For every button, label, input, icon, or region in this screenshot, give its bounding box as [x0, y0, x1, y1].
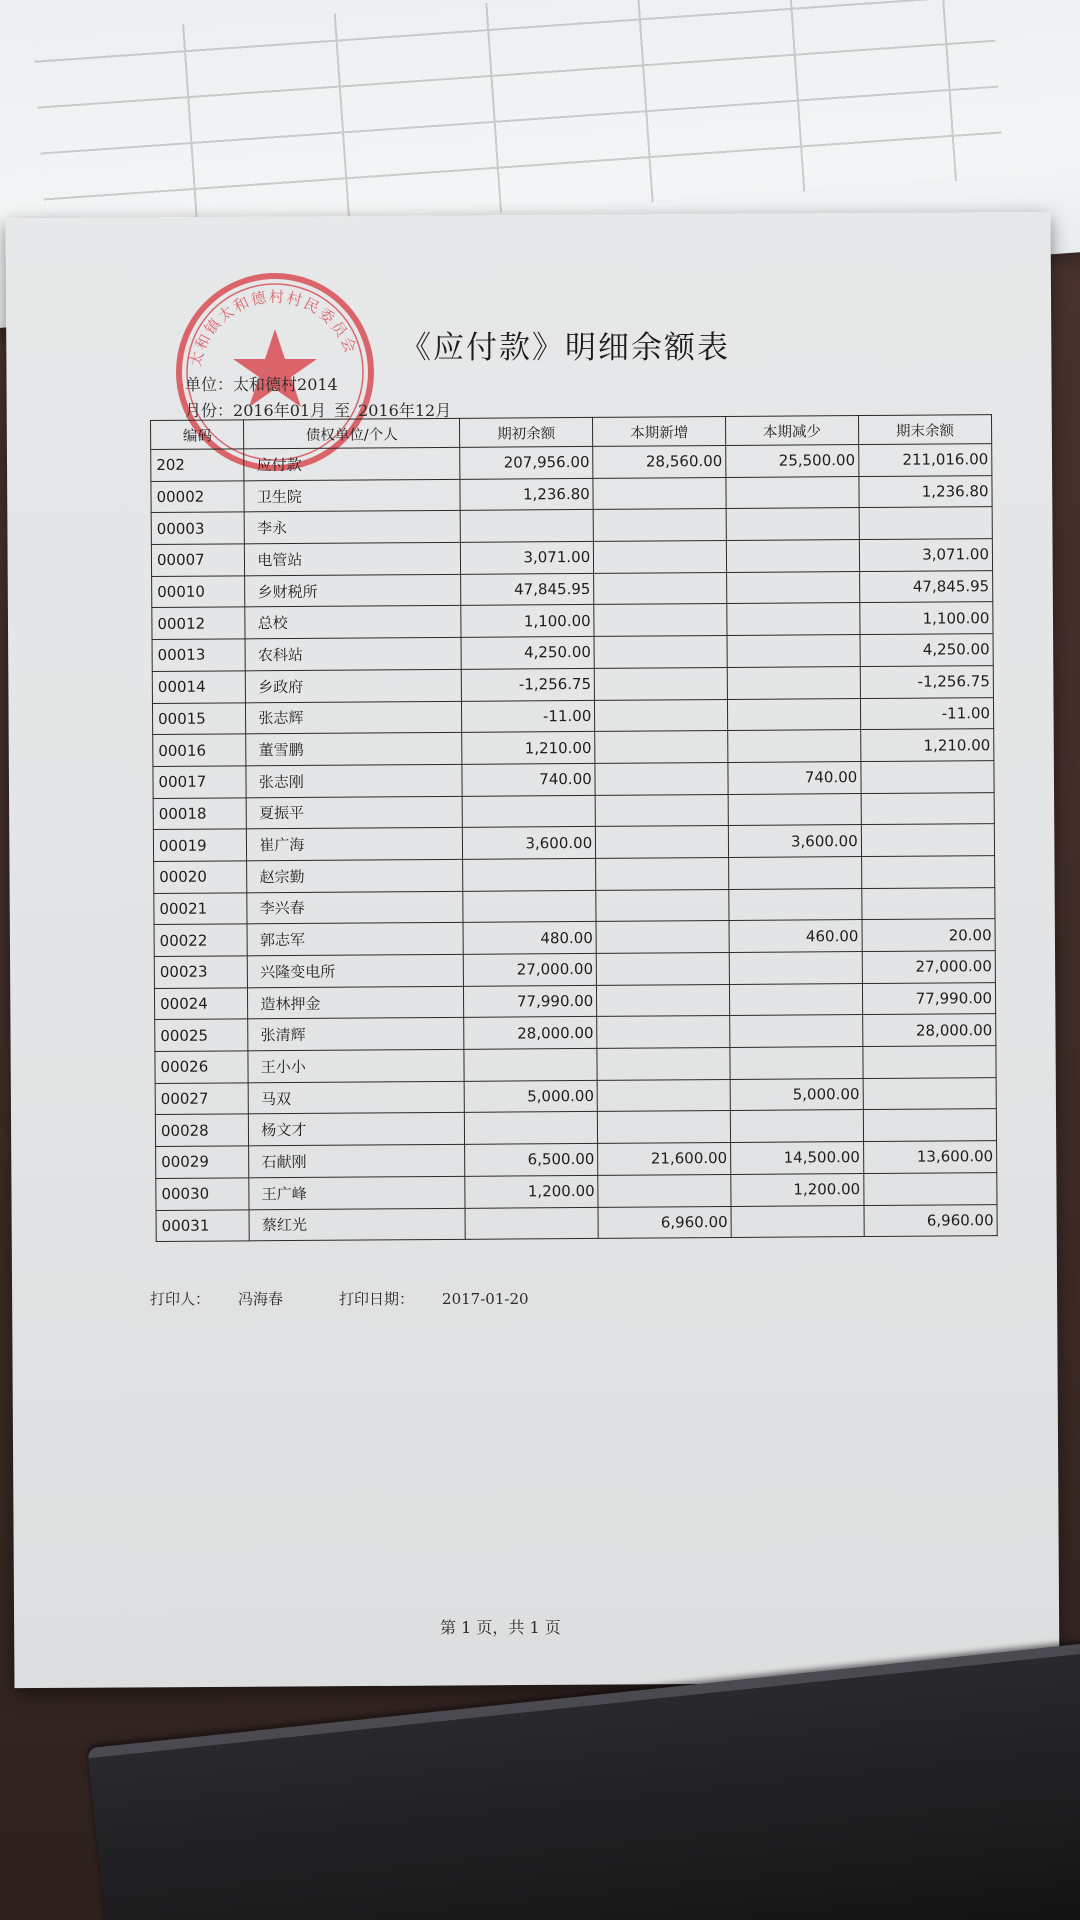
- cell-closing-balance: 3,071.00: [859, 539, 992, 572]
- cell-period-added: [597, 984, 730, 1017]
- cell-opening-balance: 4,250.00: [461, 637, 594, 670]
- cell-period-added: [594, 604, 727, 637]
- cell-period-added: [596, 857, 729, 890]
- cell-code: 00010: [152, 576, 246, 608]
- cell-period-reduced: 460.00: [729, 920, 862, 953]
- cell-closing-balance: 4,250.00: [860, 634, 993, 667]
- page-number: 第 1 页，共 1 页: [440, 1618, 561, 1637]
- header-code: 编码: [151, 420, 245, 450]
- cell-creditor: 乡政府: [246, 669, 462, 702]
- cell-period-reduced: [731, 1205, 864, 1238]
- cell-period-added: [595, 762, 728, 795]
- cell-creditor: 农科站: [245, 637, 461, 670]
- cell-opening-balance: [462, 795, 595, 828]
- period-from: 2016年01月: [233, 401, 327, 420]
- cell-period-added: 21,600.00: [598, 1143, 731, 1176]
- cell-opening-balance: 480.00: [463, 922, 596, 955]
- print-date: 2017-01-20: [442, 1290, 529, 1308]
- cell-period-reduced: [729, 983, 862, 1016]
- cell-period-reduced: [730, 1015, 863, 1048]
- cell-creditor: 张志辉: [246, 701, 462, 734]
- cell-period-reduced: [726, 476, 859, 509]
- seal-text: 太和镇太和德村村民委员会: [186, 287, 361, 369]
- cell-code: 00015: [152, 702, 246, 734]
- cell-closing-balance: 1,100.00: [860, 602, 993, 635]
- cell-period-reduced: [729, 888, 862, 921]
- cell-code: 00012: [152, 607, 246, 639]
- cell-period-reduced: [726, 508, 859, 541]
- printer-name: 冯海春: [238, 1290, 284, 1308]
- cell-opening-balance: 1,100.00: [461, 605, 594, 638]
- cell-period-added: 6,960.00: [598, 1206, 731, 1239]
- header-closing-balance: 期末余额: [858, 415, 991, 445]
- cell-creditor: 赵宗勤: [247, 859, 463, 892]
- cell-closing-balance: [862, 887, 995, 920]
- cell-period-added: [594, 636, 727, 669]
- unit-line: [185, 372, 338, 395]
- cell-period-added: [596, 826, 729, 859]
- cell-period-reduced: [728, 793, 861, 826]
- cell-closing-balance: 27,000.00: [862, 951, 995, 984]
- cell-period-added: [594, 572, 727, 605]
- cell-opening-balance: 1,200.00: [465, 1175, 598, 1208]
- cell-code: 00031: [156, 1209, 250, 1241]
- cell-opening-balance: 1,236.80: [460, 478, 593, 511]
- cell-period-reduced: 1,200.00: [731, 1173, 864, 1206]
- cell-period-added: [597, 1016, 730, 1049]
- cell-opening-balance: 3,600.00: [462, 827, 595, 860]
- cell-creditor: 兴隆变电所: [248, 954, 464, 987]
- cell-code: 00030: [156, 1178, 250, 1210]
- cell-closing-balance: 1,236.80: [859, 475, 992, 508]
- cell-closing-balance: [861, 760, 994, 793]
- printer-label: 打印人：: [150, 1290, 211, 1308]
- cell-opening-balance: 5,000.00: [464, 1080, 597, 1113]
- cell-creditor: 造林押金: [248, 986, 464, 1019]
- cell-period-added: [596, 952, 729, 985]
- cell-opening-balance: -1,256.75: [461, 668, 594, 701]
- table-row: [156, 1204, 997, 1242]
- cell-period-reduced: [727, 635, 860, 668]
- cell-creditor: 崔广海: [247, 828, 463, 861]
- cell-period-added: 28,560.00: [593, 445, 726, 478]
- cell-period-reduced: 3,600.00: [728, 825, 861, 858]
- cell-creditor: 李永: [244, 511, 460, 544]
- cell-period-reduced: [728, 730, 861, 763]
- print-date-label: 打印日期：: [339, 1290, 415, 1308]
- payables-table: [150, 414, 998, 1242]
- cell-code: 00025: [155, 1019, 249, 1051]
- cell-code: 00017: [153, 766, 247, 798]
- cell-code: 00023: [154, 956, 248, 988]
- period-label: 月份：: [185, 401, 234, 420]
- cell-code: 202: [151, 449, 245, 481]
- cell-creditor: 电管站: [245, 542, 461, 575]
- cell-creditor: 应付款: [244, 447, 460, 480]
- cell-opening-balance: 27,000.00: [463, 953, 596, 986]
- cell-closing-balance: [861, 824, 994, 857]
- cell-closing-balance: -11.00: [860, 697, 993, 730]
- table-body: [151, 444, 998, 1242]
- cell-closing-balance: 211,016.00: [858, 444, 991, 477]
- cell-creditor: 董雪鹏: [246, 733, 462, 766]
- cell-opening-balance: [463, 890, 596, 923]
- cell-closing-balance: [861, 792, 994, 825]
- cell-closing-balance: [863, 1077, 996, 1110]
- cell-code: 00020: [154, 861, 248, 893]
- cell-period-reduced: [730, 1110, 863, 1143]
- cell-creditor: 杨文才: [249, 1113, 465, 1146]
- cell-code: 00013: [152, 639, 246, 671]
- cell-closing-balance: [863, 1109, 996, 1142]
- cell-period-reduced: 5,000.00: [730, 1078, 863, 1111]
- cell-creditor: 夏振平: [246, 796, 462, 829]
- cell-period-added: [597, 1048, 730, 1081]
- cell-closing-balance: [861, 856, 994, 889]
- cell-opening-balance: 3,071.00: [460, 541, 593, 574]
- cell-code: 00028: [155, 1114, 249, 1146]
- cell-closing-balance: 47,845.95: [859, 570, 992, 603]
- cell-period-reduced: [729, 856, 862, 889]
- cell-period-added: [595, 731, 728, 764]
- cell-period-reduced: 25,500.00: [726, 445, 859, 478]
- cell-code: 00027: [155, 1083, 249, 1115]
- cell-period-reduced: [727, 698, 860, 731]
- cell-creditor: 郭志军: [247, 923, 463, 956]
- cell-period-added: [595, 699, 728, 732]
- cell-opening-balance: 207,956.00: [460, 446, 593, 479]
- cell-opening-balance: [460, 510, 593, 543]
- cell-creditor: 李兴春: [247, 891, 463, 924]
- cell-closing-balance: -1,256.75: [860, 665, 993, 698]
- cell-period-added: [597, 1079, 730, 1112]
- cell-code: 00018: [153, 797, 247, 829]
- header-period-reduced: 本期减少: [726, 416, 859, 446]
- unit-value: 太和德村2014: [233, 375, 338, 394]
- cell-code: 00002: [151, 481, 245, 513]
- cell-closing-balance: [864, 1172, 997, 1205]
- cell-closing-balance: 1,210.00: [860, 729, 993, 762]
- cell-opening-balance: -11.00: [462, 700, 595, 733]
- cell-creditor: 王广峰: [249, 1176, 465, 1209]
- cell-period-added: [594, 541, 727, 574]
- cell-opening-balance: 77,990.00: [464, 985, 597, 1018]
- cell-code: 00024: [154, 988, 248, 1020]
- cell-period-reduced: [727, 666, 860, 699]
- cell-creditor: 卫生院: [244, 479, 460, 512]
- cell-closing-balance: [863, 1046, 996, 1079]
- cell-code: 00021: [154, 892, 248, 924]
- cell-code: 00019: [153, 829, 247, 861]
- cell-period-reduced: 740.00: [728, 761, 861, 794]
- cell-creditor: 马双: [248, 1081, 464, 1114]
- cell-period-added: [595, 794, 728, 827]
- cell-opening-balance: 1,210.00: [462, 732, 595, 765]
- cell-opening-balance: 6,500.00: [465, 1144, 598, 1177]
- cell-period-reduced: 14,500.00: [731, 1142, 864, 1175]
- cell-code: 00022: [154, 924, 248, 956]
- cell-period-reduced: [727, 603, 860, 636]
- cell-period-added: [598, 1111, 731, 1144]
- cell-period-added: [596, 921, 729, 954]
- cell-code: 00016: [153, 734, 247, 766]
- cell-period-reduced: [730, 1047, 863, 1080]
- cell-closing-balance: 28,000.00: [862, 1014, 995, 1047]
- cell-period-added: [593, 477, 726, 510]
- cell-period-reduced: [729, 952, 862, 985]
- page-title: 《应付款》明细余额表: [400, 330, 730, 366]
- period-to-label: 至: [334, 401, 351, 420]
- cell-period-added: [594, 667, 727, 700]
- header-opening-balance: 期初余额: [460, 417, 593, 447]
- unit-label: 单位：: [185, 375, 234, 394]
- cell-opening-balance: [465, 1207, 598, 1240]
- header-creditor: 债权单位/个人: [244, 418, 460, 449]
- cell-creditor: 乡财税所: [245, 574, 461, 607]
- cell-code: 00029: [156, 1146, 250, 1178]
- cell-closing-balance: 13,600.00: [863, 1141, 996, 1174]
- cell-creditor: 张志刚: [246, 764, 462, 797]
- cell-code: 00026: [155, 1051, 249, 1083]
- cell-creditor: 王小小: [248, 1049, 464, 1082]
- cell-creditor: 蔡红光: [249, 1208, 465, 1241]
- cell-closing-balance: 20.00: [862, 919, 995, 952]
- cell-opening-balance: [464, 1048, 597, 1081]
- previous-page-table-ghost: [32, 0, 1004, 244]
- cell-opening-balance: 28,000.00: [464, 1017, 597, 1050]
- cell-opening-balance: 47,845.95: [461, 573, 594, 606]
- cell-opening-balance: 740.00: [462, 763, 595, 796]
- header-period-added: 本期新增: [593, 416, 726, 446]
- cell-period-reduced: [727, 571, 860, 604]
- cell-code: 00007: [151, 544, 245, 576]
- period-to: 2016年12月: [358, 401, 452, 420]
- cell-closing-balance: 6,960.00: [864, 1204, 997, 1237]
- cell-creditor: 总校: [245, 606, 461, 639]
- cell-code: 00014: [152, 671, 246, 703]
- cell-creditor: 张清辉: [248, 1018, 464, 1051]
- cell-period-added: [596, 889, 729, 922]
- cell-opening-balance: [464, 1112, 597, 1145]
- cell-period-added: [593, 509, 726, 542]
- cell-code: 00003: [151, 512, 245, 544]
- cell-opening-balance: [463, 858, 596, 891]
- cell-closing-balance: [859, 507, 992, 540]
- cell-period-added: [598, 1174, 731, 1207]
- cell-period-reduced: [726, 540, 859, 573]
- cell-closing-balance: 77,990.00: [862, 982, 995, 1015]
- print-info: [150, 1288, 585, 1309]
- cell-creditor: 石献刚: [249, 1144, 465, 1177]
